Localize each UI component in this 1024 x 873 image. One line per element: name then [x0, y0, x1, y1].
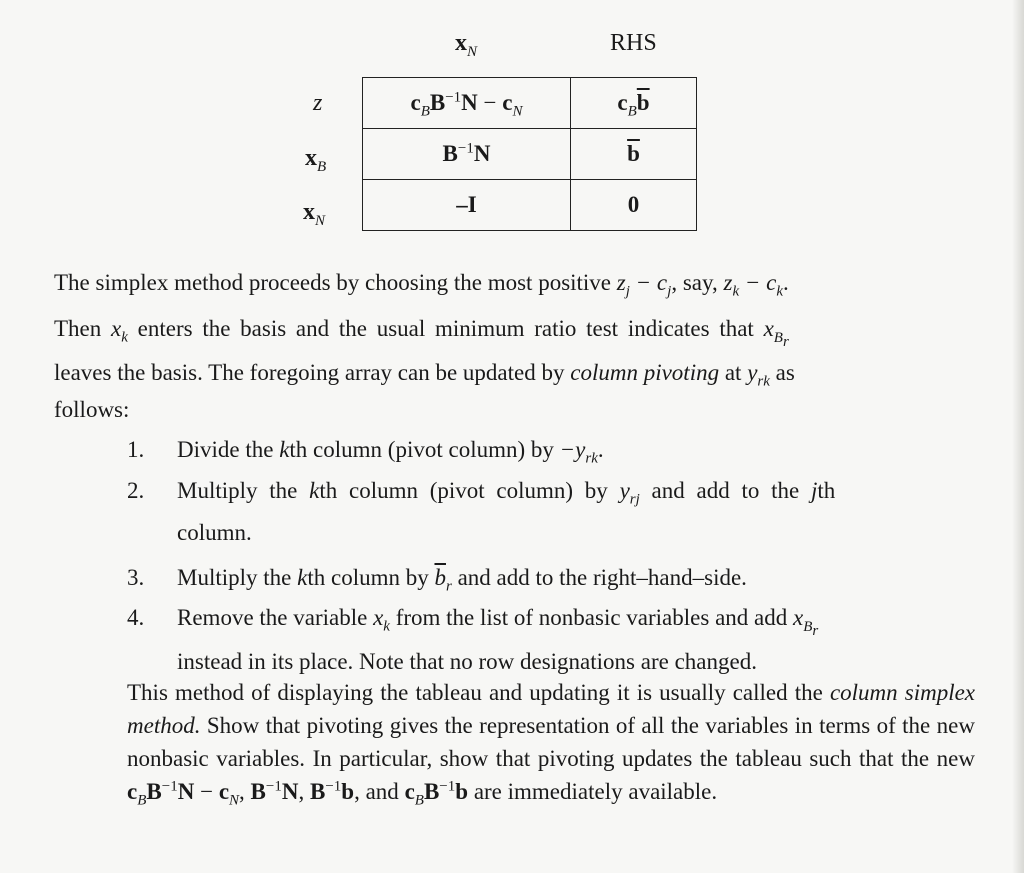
list-item: 4. Remove the variable $x_k$ from the list of nonbasic variables and add $x_{B_r}$ instead in its place. Note that no row designations are changed. [127, 605, 819, 674]
cell-neg-identity: –I [363, 180, 571, 231]
row-label-z: z [313, 90, 323, 116]
cell-reduced-costs: $c_BB^{-1}N - c_N$ [363, 78, 571, 129]
tableau-grid [362, 77, 697, 231]
cell-binv-n: $B^{-1}N$ [363, 129, 571, 180]
paragraph-2: This method of displaying the tableau and updating it is usually called the column simplex method. Show that pivoting gives the representation of all the variables in terms of the new nonbasic variables. In particular, show that pivoting updates the tableau such that the new $c_BB^{-1}N - c_N$, $B^{-1}N$, $B^{-1}b$, and $c_BB^{-1}b$ are immediately available. [127, 680, 976, 809]
row-label-xn: $x_N$ [303, 199, 326, 229]
table-row [363, 78, 697, 129]
column-simplex-tableau [0, 0, 1024, 250]
cell-zero: 0 [571, 180, 697, 231]
list-item: 2. Multiply the kth column (pivot column) by $y_{rj}$ and add to the jth column. [127, 478, 836, 545]
col-header-rhs: RHS [610, 30, 657, 56]
col-header-nonbasic: $x_N$ [455, 30, 478, 60]
cell-bbar: $\overline{b}$ [571, 129, 697, 180]
cell-objective-value: $c_B\overline{b}$ [571, 78, 697, 129]
row-label-xb: $x_B$ [305, 145, 327, 175]
paragraph-1-line-1: The simplex method proceeds by choosing the most positive $z_j - c_j$, say, $z_k - c_k$. [54, 270, 789, 300]
paragraph-1-line-3: leaves the basis. The foregoing array can be updated by column pivoting at $y_{rk}$ as [54, 360, 795, 390]
table-row [363, 180, 697, 231]
paragraph-1-line-2: Then $x_k$ enters the basis and the usual minimum ratio test indicates that $x_{B_r}$ [54, 316, 789, 350]
paragraph-1-line-4: follows: [54, 397, 130, 422]
table-row [363, 129, 697, 180]
